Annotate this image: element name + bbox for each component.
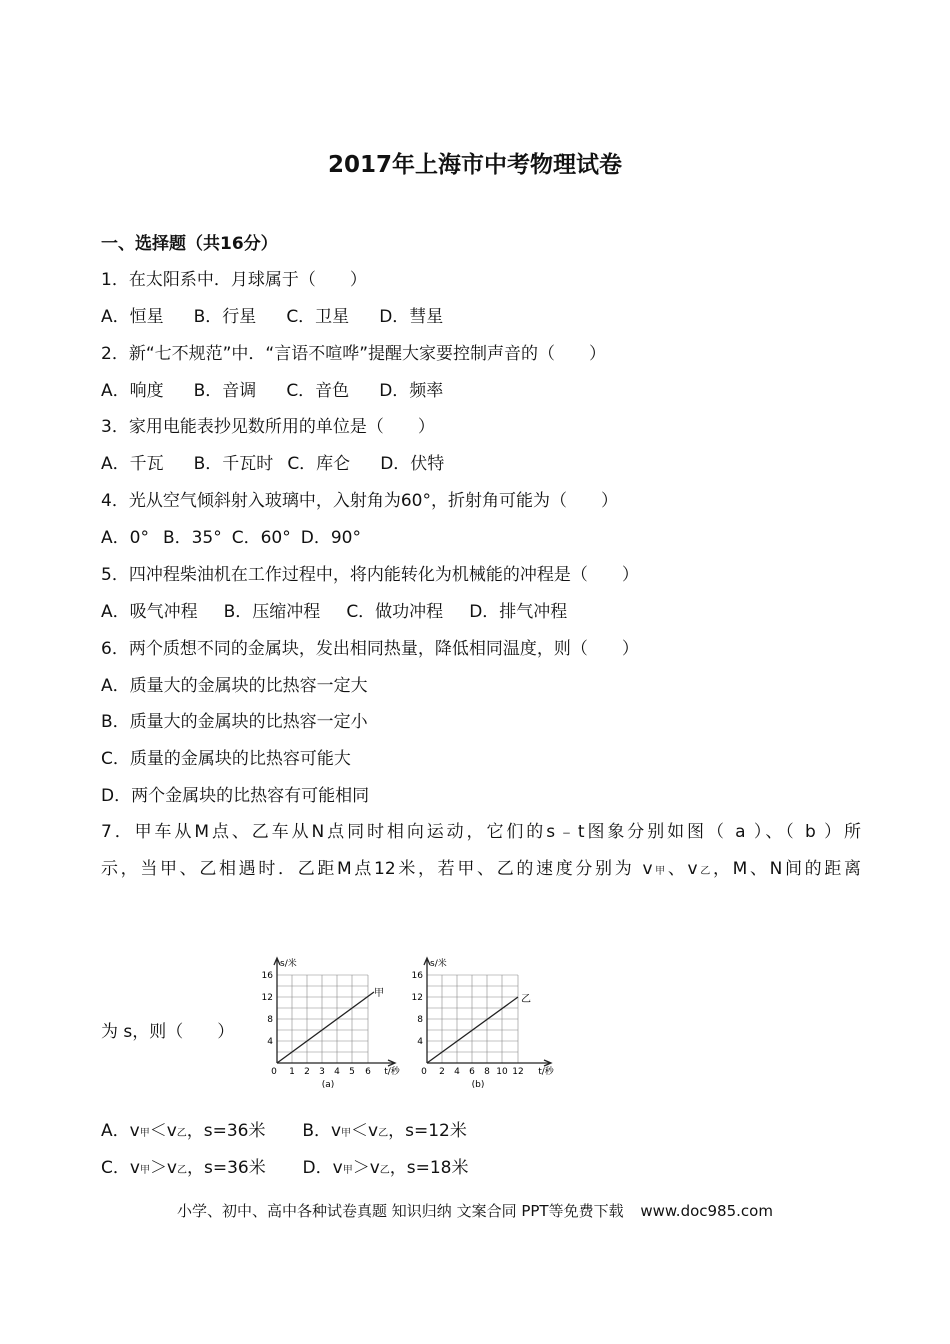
y-tick: 12 bbox=[261, 993, 273, 1003]
question-6: 6．两个质想不同的金属块，发出相同热量，降低相同温度，则（ ） bbox=[101, 639, 639, 659]
option: B．行星 bbox=[193, 307, 257, 327]
x-tick: 6 bbox=[469, 1067, 475, 1077]
question-5-options bbox=[101, 600, 597, 624]
footer-text: 小学、初中、高中各种试卷真题 知识归纳 文案合同 PPT等免费下载 bbox=[177, 1202, 624, 1220]
graph-b bbox=[408, 952, 566, 1092]
x-tick: 1 bbox=[289, 1067, 295, 1077]
option: A．吸气冲程 bbox=[101, 602, 198, 622]
subscript: 甲 bbox=[652, 866, 668, 877]
option-c bbox=[101, 1158, 266, 1178]
question-1: 1．在太阳系中．月球属于（ ） bbox=[101, 270, 367, 290]
text: D．v bbox=[302, 1158, 343, 1178]
x-tick: 5 bbox=[349, 1067, 355, 1077]
question-6-option-b: B．质量大的金属块的比热容一定小 bbox=[101, 712, 368, 732]
footer bbox=[0, 1200, 950, 1221]
question-2: 2．新“七不规范”中．“言语不喧哗”提醒大家要控制声音的（ ） bbox=[101, 344, 607, 364]
x-tick: 3 bbox=[319, 1067, 325, 1077]
option: A．响度 bbox=[101, 381, 164, 401]
question-6-option-a: A．质量大的金属块的比热容一定大 bbox=[101, 676, 368, 696]
text: ，s=36米 bbox=[186, 1121, 266, 1141]
text: ，s=36米 bbox=[187, 1158, 266, 1178]
question-2-options bbox=[101, 379, 473, 403]
option: D．伏特 bbox=[380, 454, 445, 474]
graph-caption: (a) bbox=[321, 1080, 335, 1090]
option: D．频率 bbox=[379, 381, 444, 401]
option: B．音调 bbox=[193, 381, 257, 401]
x-axis-label: t/秒 bbox=[538, 1067, 554, 1077]
option: A．恒星 bbox=[101, 307, 164, 327]
page-title: 2017年上海市中考物理试卷 bbox=[327, 152, 622, 178]
option: D．90° bbox=[300, 528, 361, 548]
x-tick: 4 bbox=[334, 1067, 340, 1077]
text: ，s=12米 bbox=[388, 1121, 467, 1141]
line-label: 乙 bbox=[521, 994, 531, 1005]
graph-a bbox=[258, 952, 408, 1092]
question-5: 5．四冲程柴油机在工作过程中，将内能转化为机械能的冲程是（ ） bbox=[101, 565, 639, 585]
line-label: 甲 bbox=[374, 988, 384, 999]
footer-link[interactable]: www.doc985.com bbox=[640, 1202, 773, 1220]
text: ，M、N间的距离 bbox=[712, 859, 862, 879]
y-tick: 12 bbox=[411, 993, 423, 1003]
option: C．卫星 bbox=[286, 307, 350, 327]
option: C．音色 bbox=[286, 381, 350, 401]
subscript: 乙 bbox=[378, 1128, 389, 1139]
x-tick: 4 bbox=[454, 1067, 460, 1077]
y-tick: 16 bbox=[261, 971, 273, 981]
y-tick: 4 bbox=[267, 1037, 273, 1047]
text: 示，当甲、乙相遇时．乙距M点12米，若甲、乙的速度分别为 v bbox=[101, 859, 653, 879]
subscript: 甲 bbox=[342, 1165, 353, 1176]
question-3: 3．家用电能表抄见数所用的单位是（ ） bbox=[101, 417, 435, 437]
x-tick: 12 bbox=[512, 1067, 524, 1077]
text: B．v bbox=[302, 1121, 342, 1141]
y-tick: 8 bbox=[267, 1015, 273, 1025]
option: B．压缩冲程 bbox=[223, 602, 321, 622]
subscript: 甲 bbox=[139, 1165, 150, 1176]
line-jia bbox=[277, 992, 374, 1063]
subscript: 乙 bbox=[176, 1128, 187, 1139]
option: D．排气冲程 bbox=[469, 602, 568, 622]
question-7-line-2 bbox=[101, 857, 861, 884]
text: ＜v bbox=[149, 1121, 177, 1141]
option: D．彗星 bbox=[379, 307, 444, 327]
text: A．v bbox=[101, 1121, 140, 1141]
subscript: 乙 bbox=[379, 1165, 390, 1176]
question-7-line-3: 为 s，则（ ） bbox=[101, 1022, 235, 1042]
question-7-line-1: 7．甲车从M点、乙车从N点同时相向运动，它们的s﹣t图象分别如图（ a ）、（ b ）所 bbox=[101, 822, 861, 842]
option-b bbox=[302, 1121, 467, 1141]
option: C．做功冲程 bbox=[346, 602, 444, 622]
y-tick: 4 bbox=[417, 1037, 423, 1047]
option: C．60° bbox=[231, 528, 291, 548]
option: A．千瓦 bbox=[101, 454, 164, 474]
option-a bbox=[101, 1121, 266, 1141]
subscript: 甲 bbox=[341, 1128, 352, 1139]
option: B．千瓦时 bbox=[193, 454, 274, 474]
text: ＜v bbox=[351, 1121, 379, 1141]
x-tick: 2 bbox=[439, 1067, 445, 1077]
x-tick: 8 bbox=[484, 1067, 490, 1077]
y-tick: 8 bbox=[417, 1015, 423, 1025]
option: C．库仑 bbox=[287, 454, 351, 474]
x-tick: 10 bbox=[496, 1067, 508, 1077]
question-4: 4．光从空气倾斜射入玻璃中，入射角为60°，折射角可能为（ ） bbox=[101, 491, 618, 511]
text: ＞v bbox=[352, 1158, 380, 1178]
y-axis-label: s/米 bbox=[280, 959, 297, 969]
subscript: 乙 bbox=[697, 866, 713, 877]
x-tick: 6 bbox=[365, 1067, 371, 1077]
subscript: 甲 bbox=[139, 1128, 150, 1139]
x-tick: 2 bbox=[304, 1067, 310, 1077]
x-tick: 0 bbox=[421, 1067, 427, 1077]
section-heading: 一、选择题（共16分） bbox=[101, 234, 278, 254]
question-1-options bbox=[101, 305, 473, 329]
text: 、v bbox=[667, 859, 698, 879]
option: B．35° bbox=[162, 528, 222, 548]
x-axis-label: t/秒 bbox=[384, 1067, 400, 1077]
y-axis-label: s/米 bbox=[430, 959, 447, 969]
question-3-options bbox=[101, 452, 474, 476]
question-4-options bbox=[101, 526, 391, 550]
text: ，s=18米 bbox=[389, 1158, 469, 1178]
question-7-options-ab bbox=[101, 1119, 467, 1146]
question-7-options-cd bbox=[101, 1156, 469, 1183]
option-d bbox=[303, 1158, 469, 1178]
y-tick: 16 bbox=[411, 971, 423, 981]
subscript: 乙 bbox=[177, 1165, 187, 1176]
x-tick: 0 bbox=[271, 1067, 277, 1077]
question-6-option-d: D．两个金属块的比热容有可能相同 bbox=[101, 786, 370, 806]
question-6-option-c: C．质量的金属块的比热容可能大 bbox=[101, 749, 351, 769]
graph-caption: (b) bbox=[471, 1080, 485, 1090]
option: A．0° bbox=[101, 528, 149, 548]
text: ＞v bbox=[149, 1158, 177, 1178]
text: C．v bbox=[101, 1158, 140, 1178]
